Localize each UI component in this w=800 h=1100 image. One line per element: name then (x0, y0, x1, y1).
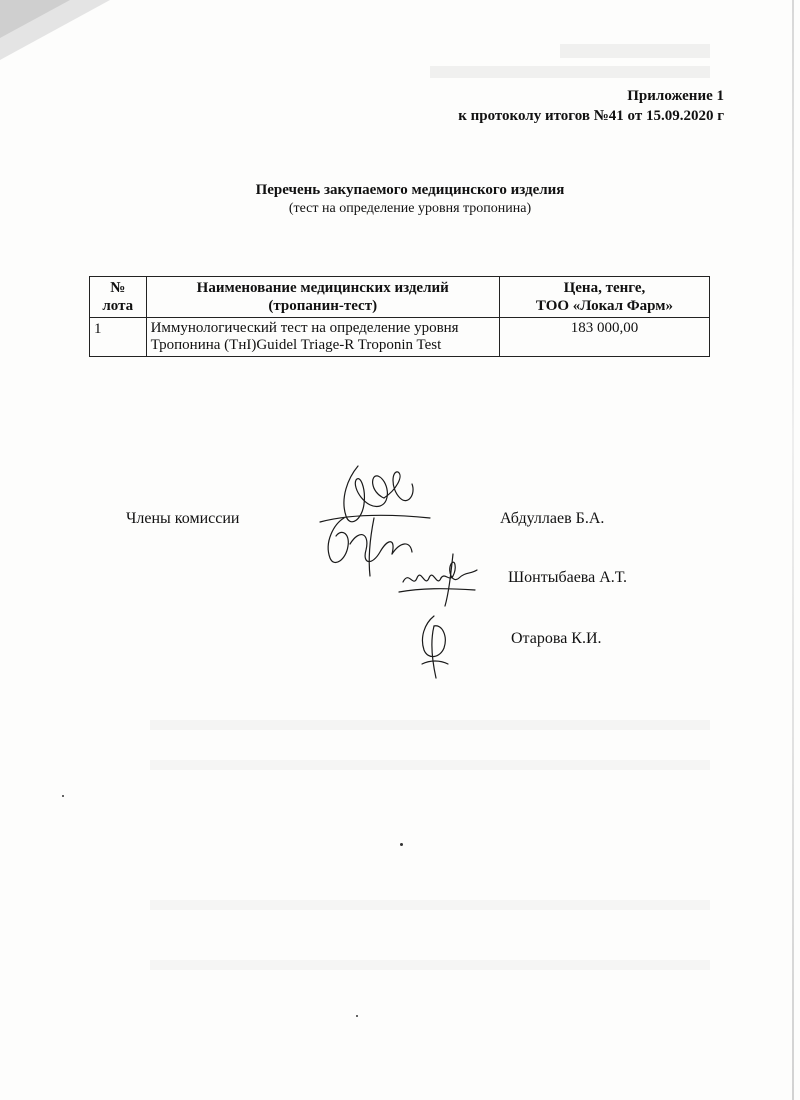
table-header-row (90, 277, 710, 318)
bleed-through (150, 960, 710, 970)
bleed-through (150, 720, 710, 730)
cell-item-name: Иммунологический тест на определение уровня Тропонина (ТнI)Guidel Triage-R Troponin Test (146, 318, 499, 357)
signature-shontybaeva (395, 548, 485, 610)
cell-price: 183 000,00 (499, 318, 709, 357)
scan-speck (62, 795, 64, 797)
header-price-line2: ТОО «Локал Фарм» (535, 298, 674, 314)
member-abdullaev: Абдуллаев Б.А. (500, 510, 605, 527)
bleed-through (430, 66, 710, 78)
member-shontybaeva: Шонтыбаева А.Т. (508, 569, 627, 586)
signature-otarova (412, 612, 457, 684)
bleed-through (560, 44, 710, 58)
header-num-line1: № (110, 280, 126, 296)
header-price-line1: Цена, тенге, (563, 280, 646, 296)
document-title (0, 180, 800, 218)
member-otarova: Отарова К.И. (511, 630, 602, 647)
lots-table (89, 276, 710, 357)
header-num-line2: лота (102, 298, 134, 314)
header-lot-number (90, 277, 147, 318)
table-row (90, 318, 710, 357)
cell-lot-number: 1 (90, 318, 147, 357)
bleed-through (150, 900, 710, 910)
header-name-line2: (тропанин-тест) (268, 298, 378, 314)
appendix-header (458, 86, 724, 126)
bleed-through (150, 760, 710, 770)
header-name-line1: Наименование медицинских изделий (196, 280, 449, 296)
scan-speck (356, 1015, 358, 1017)
folded-corner-shadow (0, 0, 70, 38)
header-item-name (146, 277, 499, 318)
scan-edge (792, 0, 794, 1100)
header-price (499, 277, 709, 318)
commission-label: Члены комиссии (126, 510, 240, 527)
scan-speck (400, 843, 403, 846)
protocol-line: к протоколу итогов №41 от 15.09.2020 г (458, 108, 724, 124)
appendix-line: Приложение 1 (627, 88, 724, 104)
title-sub: (тест на определение уровня тропонина) (288, 201, 532, 216)
title-main: Перечень закупаемого медицинского изделия (255, 182, 565, 198)
